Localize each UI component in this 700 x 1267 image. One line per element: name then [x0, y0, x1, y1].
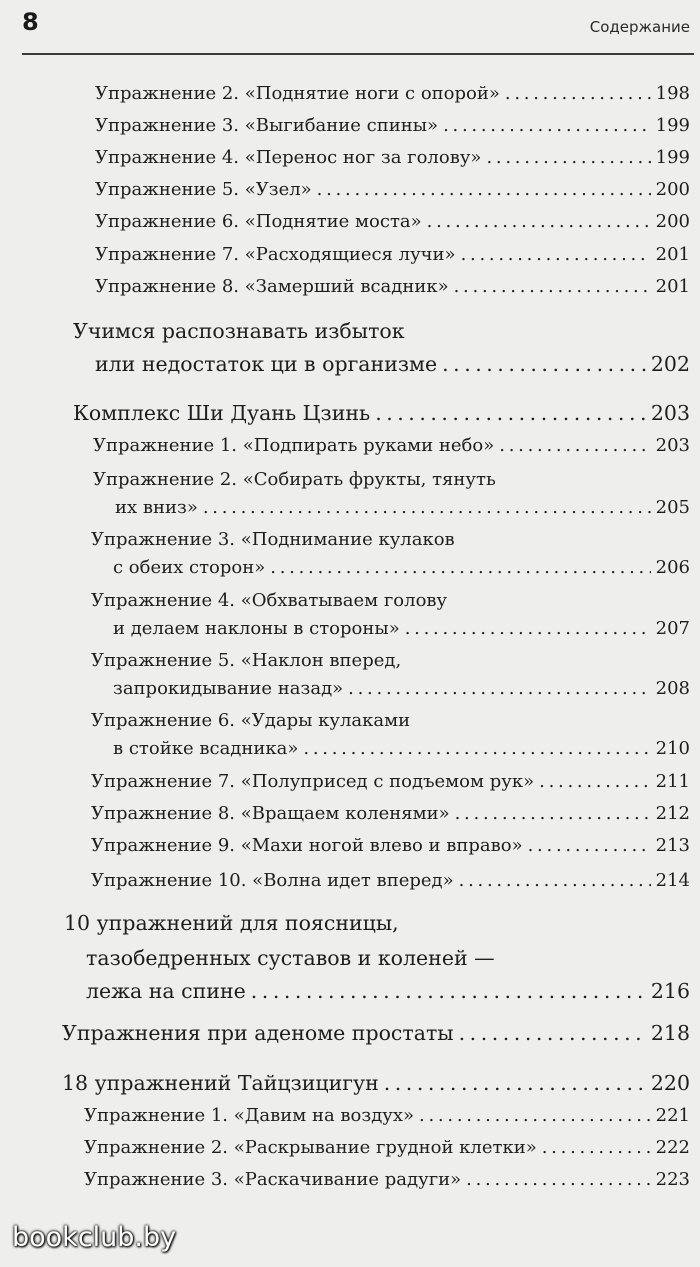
- toc-leader: [251, 978, 646, 1005]
- toc-entry: [95, 82, 690, 106]
- toc-page-number: 223: [655, 1169, 690, 1190]
- toc-entry-title: их вниз»: [115, 497, 198, 518]
- toc-section: [86, 978, 690, 1005]
- toc-leader: [461, 243, 651, 267]
- toc-entry: [84, 1104, 690, 1128]
- toc-page-number: 222: [655, 1137, 690, 1158]
- toc-page-number: 216: [650, 979, 690, 1003]
- toc-section: [95, 351, 690, 378]
- toc-entry: [113, 677, 690, 701]
- toc-leader: [375, 400, 646, 427]
- toc-page-number: 208: [655, 678, 690, 699]
- toc-section-title: Учимся распознавать избыток: [73, 319, 405, 343]
- page-header: [0, 0, 700, 60]
- toc-entry: [113, 737, 690, 761]
- header-rule: [22, 53, 694, 55]
- toc-entry: [113, 617, 690, 641]
- running-head: Содержание: [589, 18, 690, 36]
- toc-entry-title: Упражнение 4. «Обхватываем голову: [91, 590, 448, 611]
- toc-section-title: 10 упражнений для поясницы,: [64, 911, 399, 935]
- toc-entry: [93, 468, 690, 492]
- toc-entry-title: Упражнение 2. «Раскрывание грудной клетки»: [84, 1137, 537, 1158]
- toc-leader: [466, 1168, 650, 1192]
- toc-entry-title: и делаем наклоны в стороны»: [113, 618, 400, 639]
- toc-entry-title: Упражнение 5. «Наклон вперед,: [91, 650, 402, 671]
- toc-entry: [91, 834, 690, 858]
- toc-section: [64, 910, 690, 937]
- toc-entry: [91, 589, 690, 613]
- toc-entry-title: Упражнение 5. «Узел»: [95, 179, 312, 200]
- toc-entry: [91, 709, 690, 733]
- toc-entry-title: запрокидывание назад»: [113, 678, 344, 699]
- toc-page-number: 206: [655, 557, 690, 578]
- toc-leader: [270, 556, 650, 580]
- toc-entry-title: Упражнение 3. «Выгибание спины»: [95, 115, 439, 136]
- toc-entry: [91, 770, 690, 794]
- toc-entry-title: Упражнение 1. «Подпирать руками небо»: [93, 435, 495, 456]
- toc-entry-title: Упражнение 8. «Замерший всадник»: [95, 276, 449, 297]
- toc-page-number: 212: [655, 803, 690, 824]
- toc-page-number: 220: [650, 1071, 690, 1095]
- toc-section-title: или недостаток ци в организме: [95, 352, 438, 376]
- toc-entry-title: Упражнение 3. «Поднимание кулаков: [91, 529, 455, 550]
- toc-entry: [93, 434, 690, 458]
- toc-page-number: 201: [655, 244, 690, 265]
- toc-leader: [384, 1070, 646, 1097]
- page-number: 8: [22, 8, 39, 36]
- toc-entry-title: Упражнение 6. «Удары кулаками: [91, 710, 411, 731]
- toc-page-number: 207: [655, 618, 690, 639]
- toc-entry: [91, 528, 690, 552]
- toc-section: [86, 945, 690, 972]
- toc-entry-title: в стойке всадника»: [113, 738, 299, 759]
- toc-section: [73, 318, 690, 345]
- toc-entry: [95, 114, 690, 138]
- toc-entry: [84, 1168, 690, 1192]
- toc-page-number: 203: [650, 401, 690, 425]
- toc-leader: [459, 869, 651, 893]
- toc-leader: [486, 146, 650, 170]
- toc-entry: [84, 1136, 690, 1160]
- toc-entry-title: Упражнение 7. «Расходящиеся лучи»: [95, 244, 456, 265]
- toc-page-number: 203: [655, 435, 690, 456]
- toc-page-number: 218: [650, 1021, 690, 1045]
- toc-leader: [459, 1020, 646, 1047]
- toc-section: [62, 1020, 690, 1047]
- toc-page-number: 211: [655, 771, 690, 792]
- toc-leader: [427, 210, 651, 234]
- toc-leader: [419, 1104, 651, 1128]
- toc-leader: [443, 114, 651, 138]
- toc-section: [73, 400, 690, 427]
- toc-entry-title: Упражнение 4. «Перенос ног за голову»: [95, 147, 482, 168]
- toc-section-title: Упражнения при аденоме простаты: [62, 1021, 454, 1045]
- toc-page-number: 202: [650, 352, 690, 376]
- toc-page-number: 210: [655, 738, 690, 759]
- site-watermark: bookclub.by: [12, 1222, 177, 1253]
- toc-section-title: тазобедренных суставов и коленей —: [86, 946, 495, 970]
- toc-entry-title: Упражнение 1. «Давим на воздух»: [84, 1105, 415, 1126]
- toc-page-number: 221: [655, 1105, 690, 1126]
- toc-entry-title: с обеих сторон»: [113, 557, 266, 578]
- toc-entry-title: Упражнение 7. «Полуприсед с подъемом рук»: [91, 771, 535, 792]
- toc-page-number: 199: [655, 115, 690, 136]
- toc-section-title: Комплекс Ши Дуань Цзинь: [73, 401, 371, 425]
- toc-leader: [455, 802, 651, 826]
- toc-leader: [442, 351, 646, 378]
- toc-section-title: 18 упражнений Тайцзицигун: [62, 1071, 379, 1095]
- toc-leader: [539, 770, 651, 794]
- toc-leader: [454, 275, 651, 299]
- toc-page-number: 200: [655, 179, 690, 200]
- toc-leader: [303, 737, 650, 761]
- toc-page-number: 200: [655, 211, 690, 232]
- toc-page-number: 214: [655, 870, 690, 891]
- toc-leader: [505, 82, 651, 106]
- toc-leader: [405, 617, 651, 641]
- toc-page-number: 205: [655, 497, 690, 518]
- toc-entry-title: Упражнение 6. «Поднятие моста»: [95, 211, 422, 232]
- toc-entry: [113, 556, 690, 580]
- toc-page-number: 199: [655, 147, 690, 168]
- toc-leader: [348, 677, 650, 701]
- toc-entry-title: Упражнение 10. «Волна идет вперед»: [91, 870, 454, 891]
- toc-entry: [95, 243, 690, 267]
- toc-entry: [91, 802, 690, 826]
- toc-entry-title: Упражнение 8. «Вращаем коленями»: [91, 803, 450, 824]
- toc-entry: [95, 210, 690, 234]
- toc-entry: [95, 275, 690, 299]
- toc-entry-title: Упражнение 3. «Раскачивание радуги»: [84, 1169, 462, 1190]
- toc-leader: [317, 178, 651, 202]
- toc-leader: [528, 834, 651, 858]
- toc-entry: [91, 649, 690, 673]
- toc-entry-title: Упражнение 2. «Поднятие ноги с опорой»: [95, 83, 500, 104]
- toc-entry: [95, 146, 690, 170]
- toc-entry: [91, 869, 690, 893]
- toc-leader: [203, 496, 651, 520]
- toc-leader: [499, 434, 650, 458]
- toc-leader: [542, 1136, 651, 1160]
- toc-entry: [95, 178, 690, 202]
- toc-entry-title: Упражнение 9. «Махи ногой влево и вправо»: [91, 835, 523, 856]
- toc-entry: [115, 496, 690, 520]
- toc-entry-title: Упражнение 2. «Собирать фрукты, тянуть: [93, 469, 496, 490]
- toc-page-number: 198: [655, 83, 690, 104]
- toc-section: [62, 1070, 690, 1097]
- toc-page-number: 201: [655, 276, 690, 297]
- toc-section-title: лежа на спине: [86, 979, 246, 1003]
- toc-page-number: 213: [655, 835, 690, 856]
